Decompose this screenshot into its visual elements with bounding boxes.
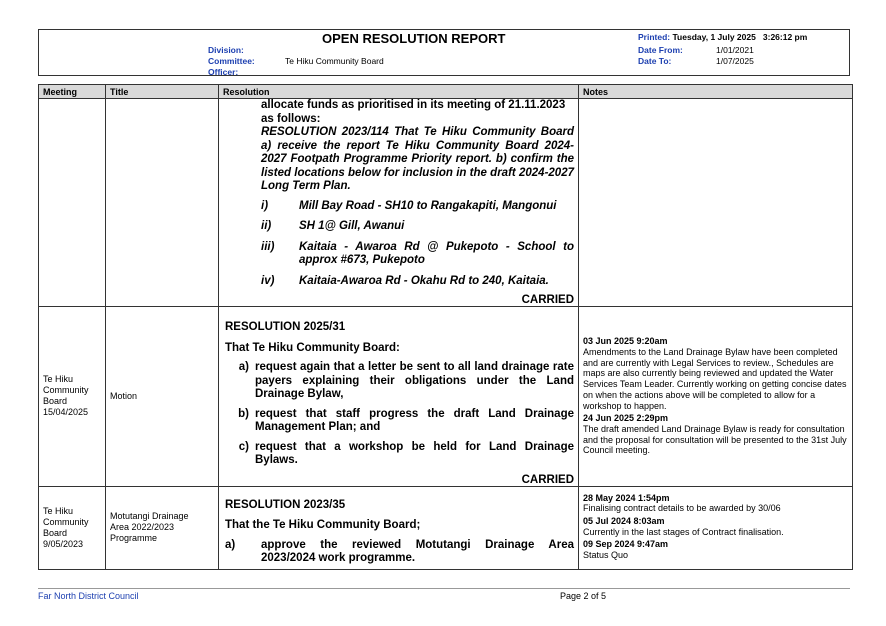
list-item-number: i) [261, 199, 269, 212]
note-text: Status Quo [583, 550, 629, 561]
date-from-value: 1/01/2021 [716, 45, 754, 55]
note-text: Finalising contract details to be awarded by 30/06 [583, 503, 781, 514]
notes-cell [579, 486, 853, 569]
note-date: 09 Sep 2024 9:47am [583, 539, 669, 550]
list-item-text: SH 1@ Gill, Awanui [299, 220, 405, 232]
title-cell [106, 99, 219, 307]
title-line: Programme [110, 533, 158, 543]
list-item [225, 539, 574, 566]
resolution-cell [219, 307, 579, 487]
list-item-text: Mill Bay Road - SH10 to Rangakapiti, Mangonui [299, 199, 557, 212]
carried-label: CARRIED [521, 294, 574, 306]
list-item-text: Kaitaia-Awaroa Rd - Okahu Rd to 240, Kaitaia. [299, 274, 549, 287]
officer-label: Officer: [208, 67, 239, 77]
list-item-text: request that staff progress the draft Land Drainage Management Plan; and [255, 407, 574, 433]
table-header-row [39, 85, 853, 99]
col-notes: Notes [579, 85, 853, 99]
resolution-intro: allocate funds as prioritised in its meeting of 21.11.2023 as follows: [261, 99, 566, 125]
note-date: 24 Jun 2025 2:29pm [583, 413, 669, 424]
printed-value: Tuesday, 1 July 2025 3:26:12 pm [672, 32, 808, 42]
note-text: The draft amended Land Drainage Bylaw is ready for consultation and the proposal for consultation will be presented to the 31st July Council meeting. [583, 424, 847, 456]
report-title: OPEN RESOLUTION REPORT [322, 31, 506, 46]
list-item [261, 220, 574, 234]
title-text: Motion [110, 390, 138, 401]
meeting-cell [39, 486, 106, 569]
list-item-text: request that a workshop be held for Land Drainage Bylaws. [255, 440, 574, 466]
notes-cell [579, 307, 853, 487]
meeting-cell [39, 99, 106, 307]
meeting-date: 9/05/2023 [43, 538, 84, 549]
resolution-italic: RESOLUTION 2023/114 That Te Hiku Community Board a) receive the report Te Hiku Community Board 2024-2027 Footpath Programme Priority report. b) confirm the listed locations below for inclusion in the draft 2024-2027 Long Term Plan. [261, 126, 574, 192]
resolution-lead: That the Te Hiku Community Board; [225, 519, 421, 531]
list-item-text: approve the reviewed Motutangi Drainage Area 2023/2024 work programme. [261, 538, 574, 564]
col-title: Title [106, 85, 219, 99]
meeting-line: Community [43, 385, 89, 396]
meeting-cell [39, 307, 106, 487]
resolution-table [38, 84, 853, 570]
col-meeting: Meeting [39, 85, 106, 99]
meeting-line: Board [43, 396, 68, 407]
page-number: Page 2 of 5 [560, 591, 607, 601]
list-item [261, 241, 574, 268]
committee-label: Committee: [208, 56, 255, 66]
carried-label: CARRIED [521, 473, 574, 486]
list-item [225, 361, 574, 402]
note-date: 03 Jun 2025 9:20am [583, 336, 668, 347]
list-item-letter: a) [225, 538, 236, 551]
col-resolution: Resolution [219, 85, 579, 99]
list-item-number: iii) [261, 240, 275, 253]
list-item-letter: b) [238, 407, 249, 420]
meeting-line: Te Hiku [43, 374, 74, 385]
date-to-value: 1/07/2025 [716, 56, 754, 66]
table-row [39, 307, 853, 487]
note-text: Currently in the last stages of Contract finalisation. [583, 526, 784, 537]
title-cell [106, 307, 219, 487]
resolution-cell [219, 99, 579, 307]
date-to-label: Date To: [638, 56, 672, 66]
list-item [225, 408, 574, 435]
printed-label: Printed: [638, 32, 671, 42]
list-item [261, 200, 574, 214]
resolution-heading: RESOLUTION 2025/31 [225, 321, 346, 333]
list-item-letter: a) [238, 361, 249, 373]
list-item [225, 441, 574, 468]
list-item-text: Kaitaia - Awaroa Rd @ Pukepoto - School to approx #673, Pukepoto [299, 240, 574, 266]
meeting-date: 15/04/2025 [43, 407, 89, 418]
committee-value: Te Hiku Community Board [285, 56, 384, 66]
date-from-label: Date From: [638, 45, 683, 55]
table-row [39, 486, 853, 569]
list-item-number: iv) [261, 274, 275, 287]
list-item-number: ii) [261, 220, 272, 232]
resolution-cell [219, 486, 579, 569]
meeting-line: Board [43, 527, 68, 538]
title-line: Area 2022/2023 [110, 522, 175, 532]
title-line: Motutangi Drainage [110, 511, 189, 521]
table-row [39, 99, 853, 307]
title-cell [106, 486, 219, 569]
footer-divider [38, 588, 850, 589]
printed-info [638, 32, 807, 42]
footer-organization: Far North District Council [38, 591, 139, 601]
division-label: Division: [208, 45, 244, 55]
meeting-line: Te Hiku [43, 505, 74, 516]
note-text: Amendments to the Land Drainage Bylaw have been completed and are currently with Legal Services to review., Schedules are maps are also currently being reviewed and updated the Water Services Team Leader. Currently working on getting concise dates on when the actions above will be completed to allow for a workshop to happen. [583, 347, 847, 411]
note-date: 05 Jul 2024 8:03am [583, 515, 665, 526]
resolution-heading: RESOLUTION 2023/35 [225, 498, 346, 511]
notes-cell [579, 99, 853, 307]
meeting-line: Community [43, 516, 89, 527]
note-date: 28 May 2024 1:54pm [583, 492, 670, 503]
list-item-text: request again that a letter be sent to all land drainage rate payers explaining their obligations under the Land Drainage Bylaw, [255, 361, 574, 400]
list-item-letter: c) [238, 440, 249, 453]
list-item [261, 275, 574, 289]
resolution-lead: That Te Hiku Community Board: [225, 341, 400, 354]
